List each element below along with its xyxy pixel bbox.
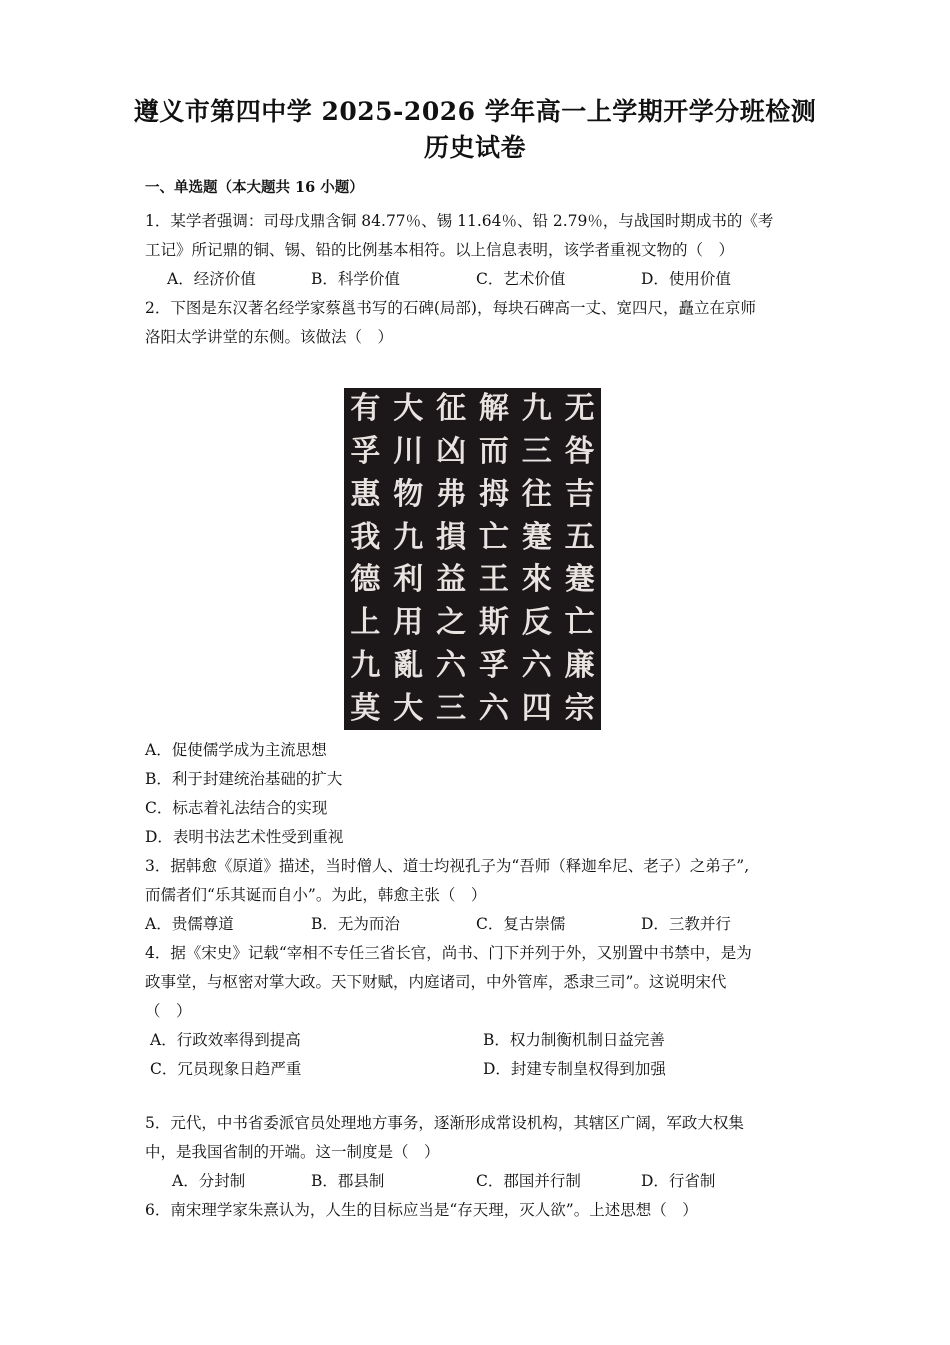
question-5-text: 中，是我国省制的开端。这一制度是（ ）	[145, 1143, 440, 1161]
stele-character: 三	[436, 690, 467, 726]
stele-character: 物	[393, 476, 424, 512]
stele-character: 孚	[478, 647, 509, 683]
stele-character: 蹇	[564, 562, 595, 598]
question-4-option-b[interactable]: B．权力制衡机制日益完善	[483, 1031, 665, 1049]
question-5-option-a[interactable]: A．分封制	[172, 1172, 246, 1190]
stele-character: 四	[521, 690, 552, 726]
question-1-text: 工记》所记鼎的铜、锡、铅的比例基本相符。以上信息表明，该学者重视文物的（ ）	[145, 241, 735, 259]
stele-character: 九	[393, 519, 424, 555]
stele-character: 往	[521, 476, 552, 512]
question-4-option-d[interactable]: D．封建专制皇权得到加强	[483, 1060, 666, 1078]
question-3-text: 而儒者们“乐其诞而自小”。为此，韩愈主张（ ）	[145, 886, 487, 904]
stele-character: 三	[521, 434, 552, 470]
question-2-option-b[interactable]: B．利于封建统治基础的扩大	[145, 770, 343, 788]
question-3-option-b[interactable]: B．无为而治	[311, 915, 400, 933]
stele-character: 孚	[350, 434, 381, 470]
question-2-option-a[interactable]: A．促使儒学成为主流思想	[145, 741, 327, 759]
question-1-option-b[interactable]: B．科学价值	[311, 270, 400, 288]
question-4-text: （ ）	[145, 1002, 192, 1020]
question-3-text: 3．据韩愈《原道》描述，当时僧人、道士均视孔子为“吾师（释迦牟尼、老子）之弟子”,	[145, 857, 750, 875]
question-1-option-c[interactable]: C．艺术价值	[476, 270, 566, 288]
stele-character: 蹇	[521, 519, 552, 555]
question-2-option-c[interactable]: C．标志着礼法结合的实现	[145, 799, 328, 817]
exam-subtitle: 历史试卷	[423, 133, 526, 162]
stele-characters	[344, 388, 601, 730]
question-6-text: 6．南宋理学家朱熹认为，人生的目标应当是“存天理，灭人欲”。上述思想（ ）	[145, 1201, 698, 1219]
stele-character: 之	[436, 605, 467, 641]
question-3-option-d[interactable]: D．三教并行	[641, 915, 731, 933]
stele-character: 弗	[436, 476, 467, 512]
question-4-option-c[interactable]: C．冗员现象日趋严重	[150, 1060, 302, 1078]
stele-character: 无	[564, 391, 595, 427]
stele-character: 亂	[393, 647, 424, 683]
question-3-option-a[interactable]: A．贵儒尊道	[145, 915, 234, 933]
question-1-option-a[interactable]: A．经济价值	[167, 270, 256, 288]
stele-character: 用	[393, 605, 424, 641]
stele-character: 六	[521, 647, 552, 683]
stele-character: 德	[350, 562, 381, 598]
stele-character: 反	[521, 605, 552, 641]
question-5-option-b[interactable]: B．郡县制	[311, 1172, 385, 1190]
stele-character: 來	[521, 562, 552, 598]
question-4-text: 政事堂，与枢密对掌大政。天下财赋，内庭诸司，中外管库，悉隶三司”。这说明宋代	[145, 973, 727, 991]
stele-character: 我	[350, 519, 381, 555]
stele-character: 拇	[478, 476, 509, 512]
stele-character: 有	[350, 391, 381, 427]
stele-character: 凶	[436, 434, 467, 470]
question-1-text: 1．某学者强调：司母戊鼎含铜 84.77％、锡 11.64％、铅 2.79％，与战国时期成书的《考	[145, 212, 774, 230]
stone-stele-image	[344, 388, 601, 730]
question-2-text: 洛阳太学讲堂的东侧。该做法（ ）	[145, 328, 394, 346]
stele-character: 斯	[478, 605, 509, 641]
stele-character: 川	[393, 434, 424, 470]
stele-character: 九	[350, 647, 381, 683]
stele-character: 上	[350, 605, 381, 641]
question-1-option-d[interactable]: D．使用价值	[641, 270, 731, 288]
stele-character: 九	[521, 391, 552, 427]
stele-character: 利	[393, 562, 424, 598]
question-5-option-c[interactable]: C．郡国并行制	[476, 1172, 581, 1190]
stele-character: 解	[478, 391, 509, 427]
stele-character: 而	[478, 434, 509, 470]
stele-character: 亡	[478, 519, 509, 555]
stele-character: 征	[436, 391, 467, 427]
stele-character: 宗	[564, 690, 595, 726]
stele-character: 大	[393, 391, 424, 427]
question-2-text: 2．下图是东汉著名经学家蔡邕书写的石碑(局部)，每块石碑高一丈、宽四尺，矗立在京师	[145, 299, 756, 317]
stele-character: 損	[436, 519, 467, 555]
exam-title: 遵义市第四中学 2025-2026 学年高一上学期开学分班检测	[133, 97, 817, 126]
question-4-text: 4．据《宋史》记载“宰相不专任三省长官，尚书、门下并列于外，又别置中书禁中，是为	[145, 944, 752, 962]
stele-character: 莫	[350, 690, 381, 726]
stele-character: 六	[436, 647, 467, 683]
stele-character: 大	[393, 690, 424, 726]
question-2-option-d[interactable]: D．表明书法艺术性受到重视	[145, 828, 344, 846]
section-heading: 一、单选题（本大题共 16 小题）	[145, 179, 364, 196]
stele-character: 廉	[564, 647, 595, 683]
stele-character: 五	[564, 519, 595, 555]
stele-character: 吉	[564, 476, 595, 512]
question-4-option-a[interactable]: A．行政效率得到提高	[150, 1031, 301, 1049]
question-3-option-c[interactable]: C．复古崇儒	[476, 915, 566, 933]
stele-character: 惠	[350, 476, 381, 512]
question-5-text: 5．元代，中书省委派官员处理地方事务，逐渐形成常设机构，其辖区广阔，军政大权集	[145, 1114, 744, 1132]
stele-character: 益	[436, 562, 467, 598]
stele-character: 亡	[564, 605, 595, 641]
stele-character: 六	[478, 690, 509, 726]
stele-character: 王	[478, 562, 509, 598]
stele-character: 咎	[564, 434, 595, 470]
question-5-option-d[interactable]: D．行省制	[641, 1172, 716, 1190]
